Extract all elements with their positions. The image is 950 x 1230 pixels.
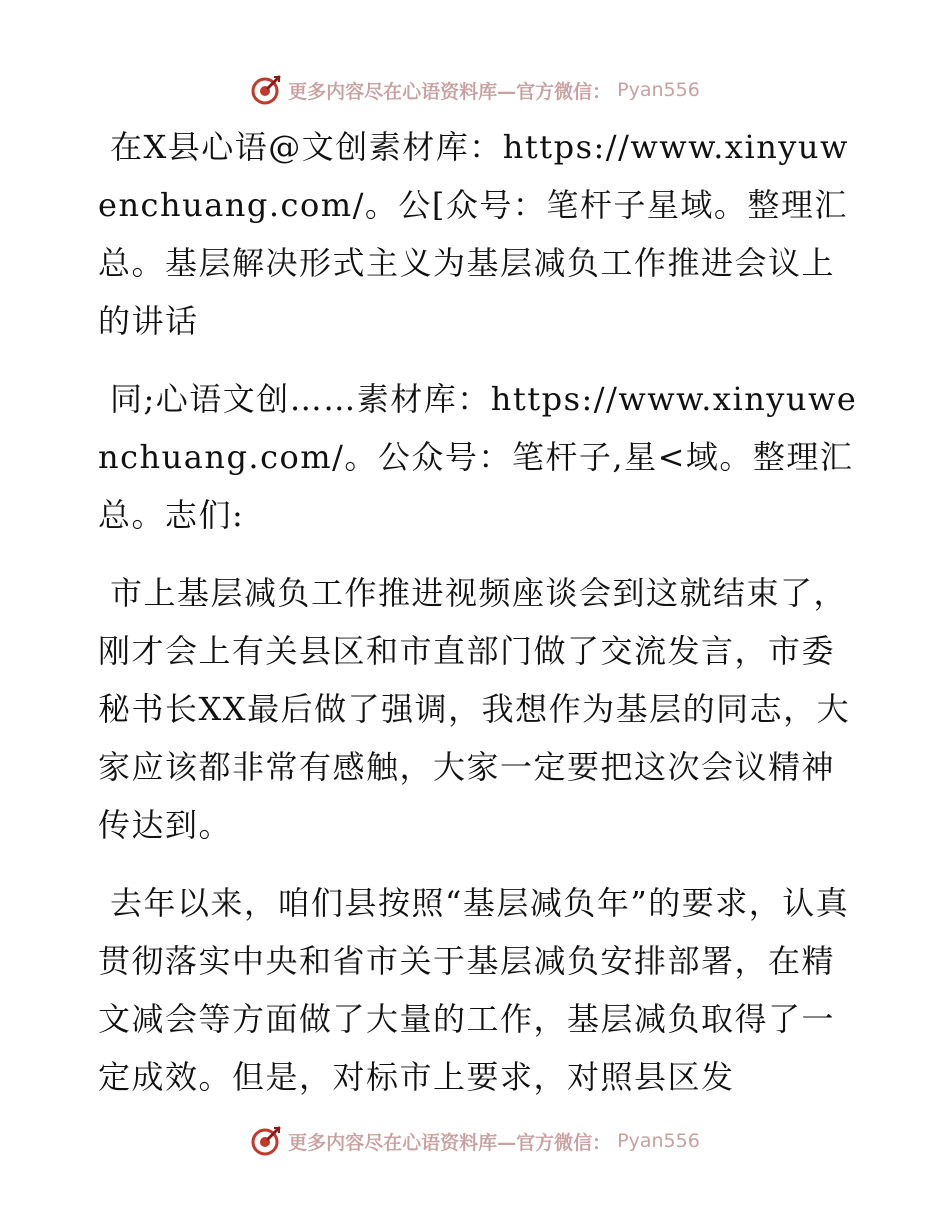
wechat-id: Pyan556 [617,79,700,101]
header-banner [0,70,950,110]
footer-banner [0,1121,950,1161]
promo-text: 更多内容尽在心语资料库—官方微信： [288,1131,612,1154]
document-body [98,118,858,1126]
paragraph-title: 在X县心语@文创素材库：https://www.xinyuwenchuang.com/。公[众号：笔杆子星域。整理汇总。基层解决形式主义为基层减负工作推进会议上的讲话 [98,128,849,340]
paragraph-salutation: 同;心语文创……素材库：https://www.xinyuwenchuang.com/。公众号：笔杆子,星<域。整理汇总。志们: [98,380,858,534]
wechat-id: Pyan556 [617,1130,700,1152]
paragraph-body: 市上基层减负工作推进视频座谈会到这就结束了，刚才会上有关县区和市直部门做了交流发言，市委秘书长XX最后做了强调，我想作为基层的同志，大家应该都非常有感触，大家一定要把这次会议精神传达到。 [98,574,851,844]
logo-icon [250,1125,282,1157]
promo-text: 更多内容尽在心语资料库—官方微信： [288,80,612,103]
logo-icon [250,74,282,106]
paragraph-body: 去年以来，咱们县按照“基层减负年”的要求，认真贯彻落实中央和省市关于基层减负安排部署，在精文减会等方面做了大量的工作，基层减负取得了一定成效。但是，对标市上要求，对照县区发 [98,884,850,1096]
